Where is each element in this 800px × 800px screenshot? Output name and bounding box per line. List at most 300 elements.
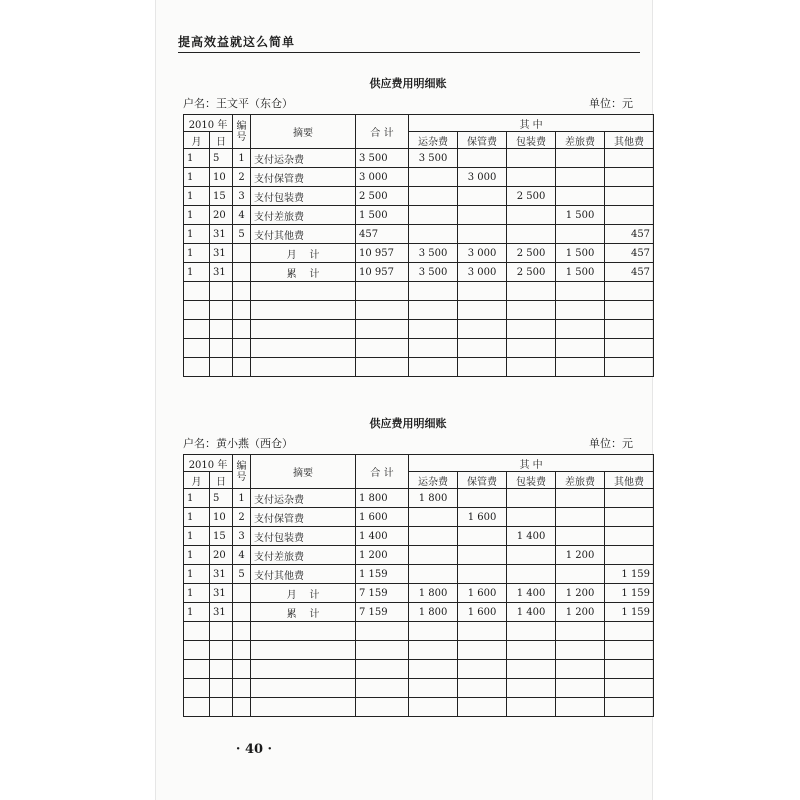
empty-cell	[458, 698, 507, 717]
cell-amount: 3 500	[409, 149, 458, 168]
ledger-meta	[183, 96, 633, 112]
empty-cell	[233, 622, 251, 641]
cell-amount	[409, 168, 458, 187]
header-day: 日	[210, 472, 233, 489]
account-label: 户名：王文平（东仓）	[183, 97, 293, 110]
empty-cell	[356, 660, 409, 679]
cell-number: 3	[233, 187, 251, 206]
cell-total: 1 600	[356, 508, 409, 527]
empty-cell	[184, 698, 210, 717]
cell-total: 3 500	[356, 149, 409, 168]
cell-amount	[605, 206, 654, 225]
cell-amount	[556, 225, 605, 244]
cell-amount: 1 800	[409, 603, 458, 622]
cell-amount	[556, 489, 605, 508]
empty-cell	[605, 358, 654, 377]
cell-number	[233, 584, 251, 603]
table-row	[184, 546, 654, 565]
empty-row	[184, 339, 654, 358]
cell-amount: 1 159	[605, 603, 654, 622]
empty-cell	[356, 301, 409, 320]
empty-cell	[233, 358, 251, 377]
empty-cell	[356, 320, 409, 339]
empty-row	[184, 641, 654, 660]
cell-month: 1	[184, 263, 210, 282]
ledger-body	[184, 115, 654, 377]
cell-amount	[556, 527, 605, 546]
cell-amount	[507, 168, 556, 187]
table-row	[184, 149, 654, 168]
cell-day: 15	[210, 187, 233, 206]
cell-summary: 支付差旅费	[251, 206, 356, 225]
cell-number: 2	[233, 168, 251, 187]
empty-cell	[507, 660, 556, 679]
cell-day: 5	[210, 149, 233, 168]
empty-cell	[184, 339, 210, 358]
empty-cell	[356, 339, 409, 358]
cell-total: 1 400	[356, 527, 409, 546]
cell-day: 31	[210, 225, 233, 244]
empty-cell	[233, 698, 251, 717]
empty-cell	[556, 641, 605, 660]
empty-cell	[184, 358, 210, 377]
empty-cell	[210, 339, 233, 358]
header-among: 其 中	[409, 115, 654, 132]
cell-total: 7 159	[356, 584, 409, 603]
cell-amount: 457	[605, 263, 654, 282]
empty-cell	[458, 282, 507, 301]
cell-amount: 3 500	[409, 263, 458, 282]
empty-cell	[233, 641, 251, 660]
cell-amount	[507, 508, 556, 527]
cell-number: 1	[233, 489, 251, 508]
header-total: 合 计	[356, 455, 409, 489]
cell-summary: 月 计	[251, 584, 356, 603]
cell-total: 7 159	[356, 603, 409, 622]
cell-number: 5	[233, 565, 251, 584]
empty-cell	[356, 679, 409, 698]
cell-amount	[605, 489, 654, 508]
ledger-section-2	[183, 416, 651, 717]
header-category: 其他费	[605, 472, 654, 489]
cell-month: 1	[184, 225, 210, 244]
empty-cell	[210, 301, 233, 320]
empty-cell	[556, 339, 605, 358]
cell-month: 1	[184, 527, 210, 546]
empty-cell	[184, 660, 210, 679]
cell-summary: 支付包装费	[251, 527, 356, 546]
empty-cell	[356, 282, 409, 301]
empty-cell	[251, 698, 356, 717]
header-category: 包装费	[507, 132, 556, 149]
empty-cell	[458, 320, 507, 339]
cell-total: 1 159	[356, 565, 409, 584]
cell-amount	[458, 149, 507, 168]
empty-cell	[251, 339, 356, 358]
cell-amount	[409, 187, 458, 206]
cell-amount: 1 600	[458, 584, 507, 603]
empty-cell	[210, 622, 233, 641]
empty-cell	[556, 660, 605, 679]
empty-cell	[556, 301, 605, 320]
empty-cell	[507, 358, 556, 377]
cell-amount	[409, 565, 458, 584]
empty-row	[184, 622, 654, 641]
cell-day: 10	[210, 508, 233, 527]
empty-cell	[409, 282, 458, 301]
cell-amount: 457	[605, 225, 654, 244]
cell-number	[233, 244, 251, 263]
cell-day: 15	[210, 527, 233, 546]
empty-cell	[507, 282, 556, 301]
empty-cell	[251, 641, 356, 660]
cell-amount: 1 500	[556, 206, 605, 225]
cell-summary: 支付运杂费	[251, 149, 356, 168]
header-category: 运杂费	[409, 472, 458, 489]
table-row	[184, 527, 654, 546]
cell-amount: 1 400	[507, 527, 556, 546]
empty-cell	[251, 358, 356, 377]
cell-month: 1	[184, 206, 210, 225]
header-month: 月	[184, 132, 210, 149]
ledger-table	[183, 114, 654, 377]
cell-amount: 1 600	[458, 508, 507, 527]
cell-amount: 1 800	[409, 489, 458, 508]
cell-amount	[605, 546, 654, 565]
empty-cell	[605, 339, 654, 358]
cell-amount: 457	[605, 244, 654, 263]
cell-summary: 支付其他费	[251, 565, 356, 584]
header-number: 编号	[233, 455, 251, 489]
cell-total: 1 800	[356, 489, 409, 508]
empty-cell	[507, 622, 556, 641]
cell-day: 31	[210, 603, 233, 622]
empty-cell	[409, 358, 458, 377]
empty-cell	[556, 320, 605, 339]
cell-month: 1	[184, 489, 210, 508]
cell-amount: 1 159	[605, 584, 654, 603]
cell-amount: 1 200	[556, 584, 605, 603]
cell-number: 1	[233, 149, 251, 168]
cell-amount: 1 400	[507, 603, 556, 622]
cell-amount	[605, 149, 654, 168]
header-category: 差旅费	[556, 472, 605, 489]
empty-row	[184, 679, 654, 698]
cell-number: 3	[233, 527, 251, 546]
cell-month: 1	[184, 508, 210, 527]
header-total: 合 计	[356, 115, 409, 149]
empty-cell	[233, 282, 251, 301]
cell-amount	[458, 489, 507, 508]
page-number: · 40 ·	[235, 742, 273, 757]
cell-number: 5	[233, 225, 251, 244]
empty-cell	[210, 698, 233, 717]
cell-month: 1	[184, 546, 210, 565]
table-row	[184, 565, 654, 584]
header-year: 2010 年	[184, 455, 233, 472]
ledger-meta	[183, 436, 633, 452]
cell-amount	[507, 149, 556, 168]
cell-total: 1 200	[356, 546, 409, 565]
ledger-title: 供应费用明细账	[369, 77, 447, 90]
empty-cell	[233, 660, 251, 679]
header-category: 差旅费	[556, 132, 605, 149]
empty-cell	[458, 358, 507, 377]
table-row	[184, 584, 654, 603]
cell-amount: 3 000	[458, 168, 507, 187]
empty-cell	[605, 679, 654, 698]
cell-amount	[409, 527, 458, 546]
cell-amount: 3 000	[458, 244, 507, 263]
empty-cell	[251, 660, 356, 679]
cell-amount: 1 200	[556, 603, 605, 622]
cell-amount: 2 500	[507, 187, 556, 206]
empty-cell	[507, 698, 556, 717]
empty-cell	[409, 320, 458, 339]
empty-cell	[458, 339, 507, 358]
cell-amount	[605, 168, 654, 187]
cell-month: 1	[184, 584, 210, 603]
empty-cell	[507, 339, 556, 358]
empty-cell	[184, 320, 210, 339]
ledger-body	[184, 455, 654, 717]
cell-summary: 支付保管费	[251, 508, 356, 527]
empty-cell	[210, 679, 233, 698]
empty-cell	[356, 358, 409, 377]
empty-cell	[210, 358, 233, 377]
empty-cell	[507, 301, 556, 320]
header-category: 其他费	[605, 132, 654, 149]
account-label: 户名：黄小燕（西仓）	[183, 437, 293, 450]
empty-cell	[409, 679, 458, 698]
empty-cell	[233, 339, 251, 358]
cell-number: 2	[233, 508, 251, 527]
empty-cell	[184, 301, 210, 320]
cell-amount	[409, 225, 458, 244]
cell-total: 457	[356, 225, 409, 244]
cell-amount: 1 159	[605, 565, 654, 584]
empty-cell	[605, 698, 654, 717]
cell-summary: 支付运杂费	[251, 489, 356, 508]
cell-amount	[556, 149, 605, 168]
table-row	[184, 168, 654, 187]
empty-cell	[356, 641, 409, 660]
empty-cell	[556, 358, 605, 377]
cell-number: 4	[233, 206, 251, 225]
table-row	[184, 508, 654, 527]
ledger-section-1	[183, 76, 651, 377]
cell-day: 20	[210, 546, 233, 565]
empty-cell	[233, 320, 251, 339]
cell-amount	[458, 546, 507, 565]
empty-cell	[458, 641, 507, 660]
empty-cell	[458, 622, 507, 641]
book-page	[155, 0, 653, 800]
empty-cell	[356, 698, 409, 717]
cell-number	[233, 603, 251, 622]
running-header: 提高效益就这么简单	[178, 35, 296, 49]
cell-number: 4	[233, 546, 251, 565]
cell-total: 3 000	[356, 168, 409, 187]
cell-amount	[458, 187, 507, 206]
cell-amount	[556, 508, 605, 527]
empty-cell	[356, 622, 409, 641]
header-summary: 摘要	[251, 115, 356, 149]
cell-summary: 累 计	[251, 603, 356, 622]
header-among: 其 中	[409, 455, 654, 472]
empty-cell	[605, 660, 654, 679]
table-row	[184, 187, 654, 206]
empty-row	[184, 320, 654, 339]
cell-amount: 1 400	[507, 584, 556, 603]
cell-total: 10 957	[356, 263, 409, 282]
cell-amount: 3 000	[458, 263, 507, 282]
cell-amount	[556, 187, 605, 206]
cell-summary: 月 计	[251, 244, 356, 263]
table-row	[184, 603, 654, 622]
unit-label: 单位：元	[589, 437, 633, 450]
ledger-table	[183, 454, 654, 717]
header-day: 日	[210, 132, 233, 149]
empty-cell	[233, 301, 251, 320]
cell-amount: 1 500	[556, 263, 605, 282]
empty-row	[184, 282, 654, 301]
cell-amount: 1 800	[409, 584, 458, 603]
cell-total: 2 500	[356, 187, 409, 206]
cell-amount	[409, 508, 458, 527]
empty-cell	[251, 301, 356, 320]
cell-amount	[605, 508, 654, 527]
cell-amount: 1 500	[556, 244, 605, 263]
empty-cell	[409, 622, 458, 641]
empty-cell	[409, 641, 458, 660]
empty-cell	[210, 641, 233, 660]
cell-amount	[409, 546, 458, 565]
empty-row	[184, 301, 654, 320]
empty-cell	[409, 660, 458, 679]
cell-amount: 1 600	[458, 603, 507, 622]
empty-cell	[605, 301, 654, 320]
empty-cell	[251, 679, 356, 698]
table-row	[184, 206, 654, 225]
cell-summary: 支付包装费	[251, 187, 356, 206]
empty-cell	[605, 622, 654, 641]
unit-label: 单位：元	[589, 97, 633, 110]
page-footer	[156, 742, 652, 757]
cell-amount: 3 500	[409, 244, 458, 263]
cell-day: 10	[210, 168, 233, 187]
cell-amount	[605, 527, 654, 546]
empty-cell	[605, 641, 654, 660]
empty-cell	[605, 282, 654, 301]
empty-cell	[251, 622, 356, 641]
cell-amount	[507, 206, 556, 225]
cell-amount: 1 200	[556, 546, 605, 565]
empty-cell	[458, 301, 507, 320]
header-category: 保管费	[458, 472, 507, 489]
empty-cell	[409, 698, 458, 717]
empty-cell	[605, 320, 654, 339]
cell-day: 31	[210, 263, 233, 282]
empty-cell	[233, 679, 251, 698]
empty-cell	[184, 622, 210, 641]
empty-cell	[184, 282, 210, 301]
table-row	[184, 225, 654, 244]
cell-month: 1	[184, 603, 210, 622]
header-category: 包装费	[507, 472, 556, 489]
cell-day: 31	[210, 565, 233, 584]
cell-amount	[556, 565, 605, 584]
cell-day: 31	[210, 244, 233, 263]
empty-cell	[556, 698, 605, 717]
cell-day: 31	[210, 584, 233, 603]
empty-cell	[556, 282, 605, 301]
header-month: 月	[184, 472, 210, 489]
header-year: 2010 年	[184, 115, 233, 132]
header-summary: 摘要	[251, 455, 356, 489]
empty-cell	[210, 660, 233, 679]
cell-month: 1	[184, 565, 210, 584]
cell-amount	[556, 168, 605, 187]
table-row	[184, 263, 654, 282]
cell-amount	[507, 225, 556, 244]
cell-summary: 累 计	[251, 263, 356, 282]
cell-amount	[458, 565, 507, 584]
cell-amount	[458, 527, 507, 546]
cell-summary: 支付其他费	[251, 225, 356, 244]
empty-row	[184, 660, 654, 679]
cell-amount	[605, 187, 654, 206]
cell-amount	[409, 206, 458, 225]
empty-cell	[556, 679, 605, 698]
empty-cell	[210, 320, 233, 339]
empty-cell	[251, 282, 356, 301]
cell-amount	[507, 489, 556, 508]
empty-cell	[507, 641, 556, 660]
cell-month: 1	[184, 168, 210, 187]
header-rule	[178, 52, 640, 53]
empty-cell	[556, 622, 605, 641]
empty-cell	[458, 660, 507, 679]
cell-total: 1 500	[356, 206, 409, 225]
cell-day: 20	[210, 206, 233, 225]
ledger-title: 供应费用明细账	[369, 417, 447, 430]
cell-amount: 2 500	[507, 244, 556, 263]
cell-amount	[507, 565, 556, 584]
cell-amount: 2 500	[507, 263, 556, 282]
header-category: 运杂费	[409, 132, 458, 149]
cell-amount	[507, 546, 556, 565]
empty-cell	[507, 320, 556, 339]
empty-cell	[210, 282, 233, 301]
empty-cell	[184, 641, 210, 660]
empty-cell	[507, 679, 556, 698]
empty-cell	[409, 301, 458, 320]
cell-day: 5	[210, 489, 233, 508]
empty-cell	[458, 679, 507, 698]
empty-row	[184, 358, 654, 377]
empty-row	[184, 698, 654, 717]
cell-month: 1	[184, 149, 210, 168]
table-row	[184, 489, 654, 508]
cell-summary: 支付保管费	[251, 168, 356, 187]
header-number: 编号	[233, 115, 251, 149]
empty-cell	[184, 679, 210, 698]
cell-month: 1	[184, 187, 210, 206]
cell-total: 10 957	[356, 244, 409, 263]
cell-month: 1	[184, 244, 210, 263]
header-category: 保管费	[458, 132, 507, 149]
